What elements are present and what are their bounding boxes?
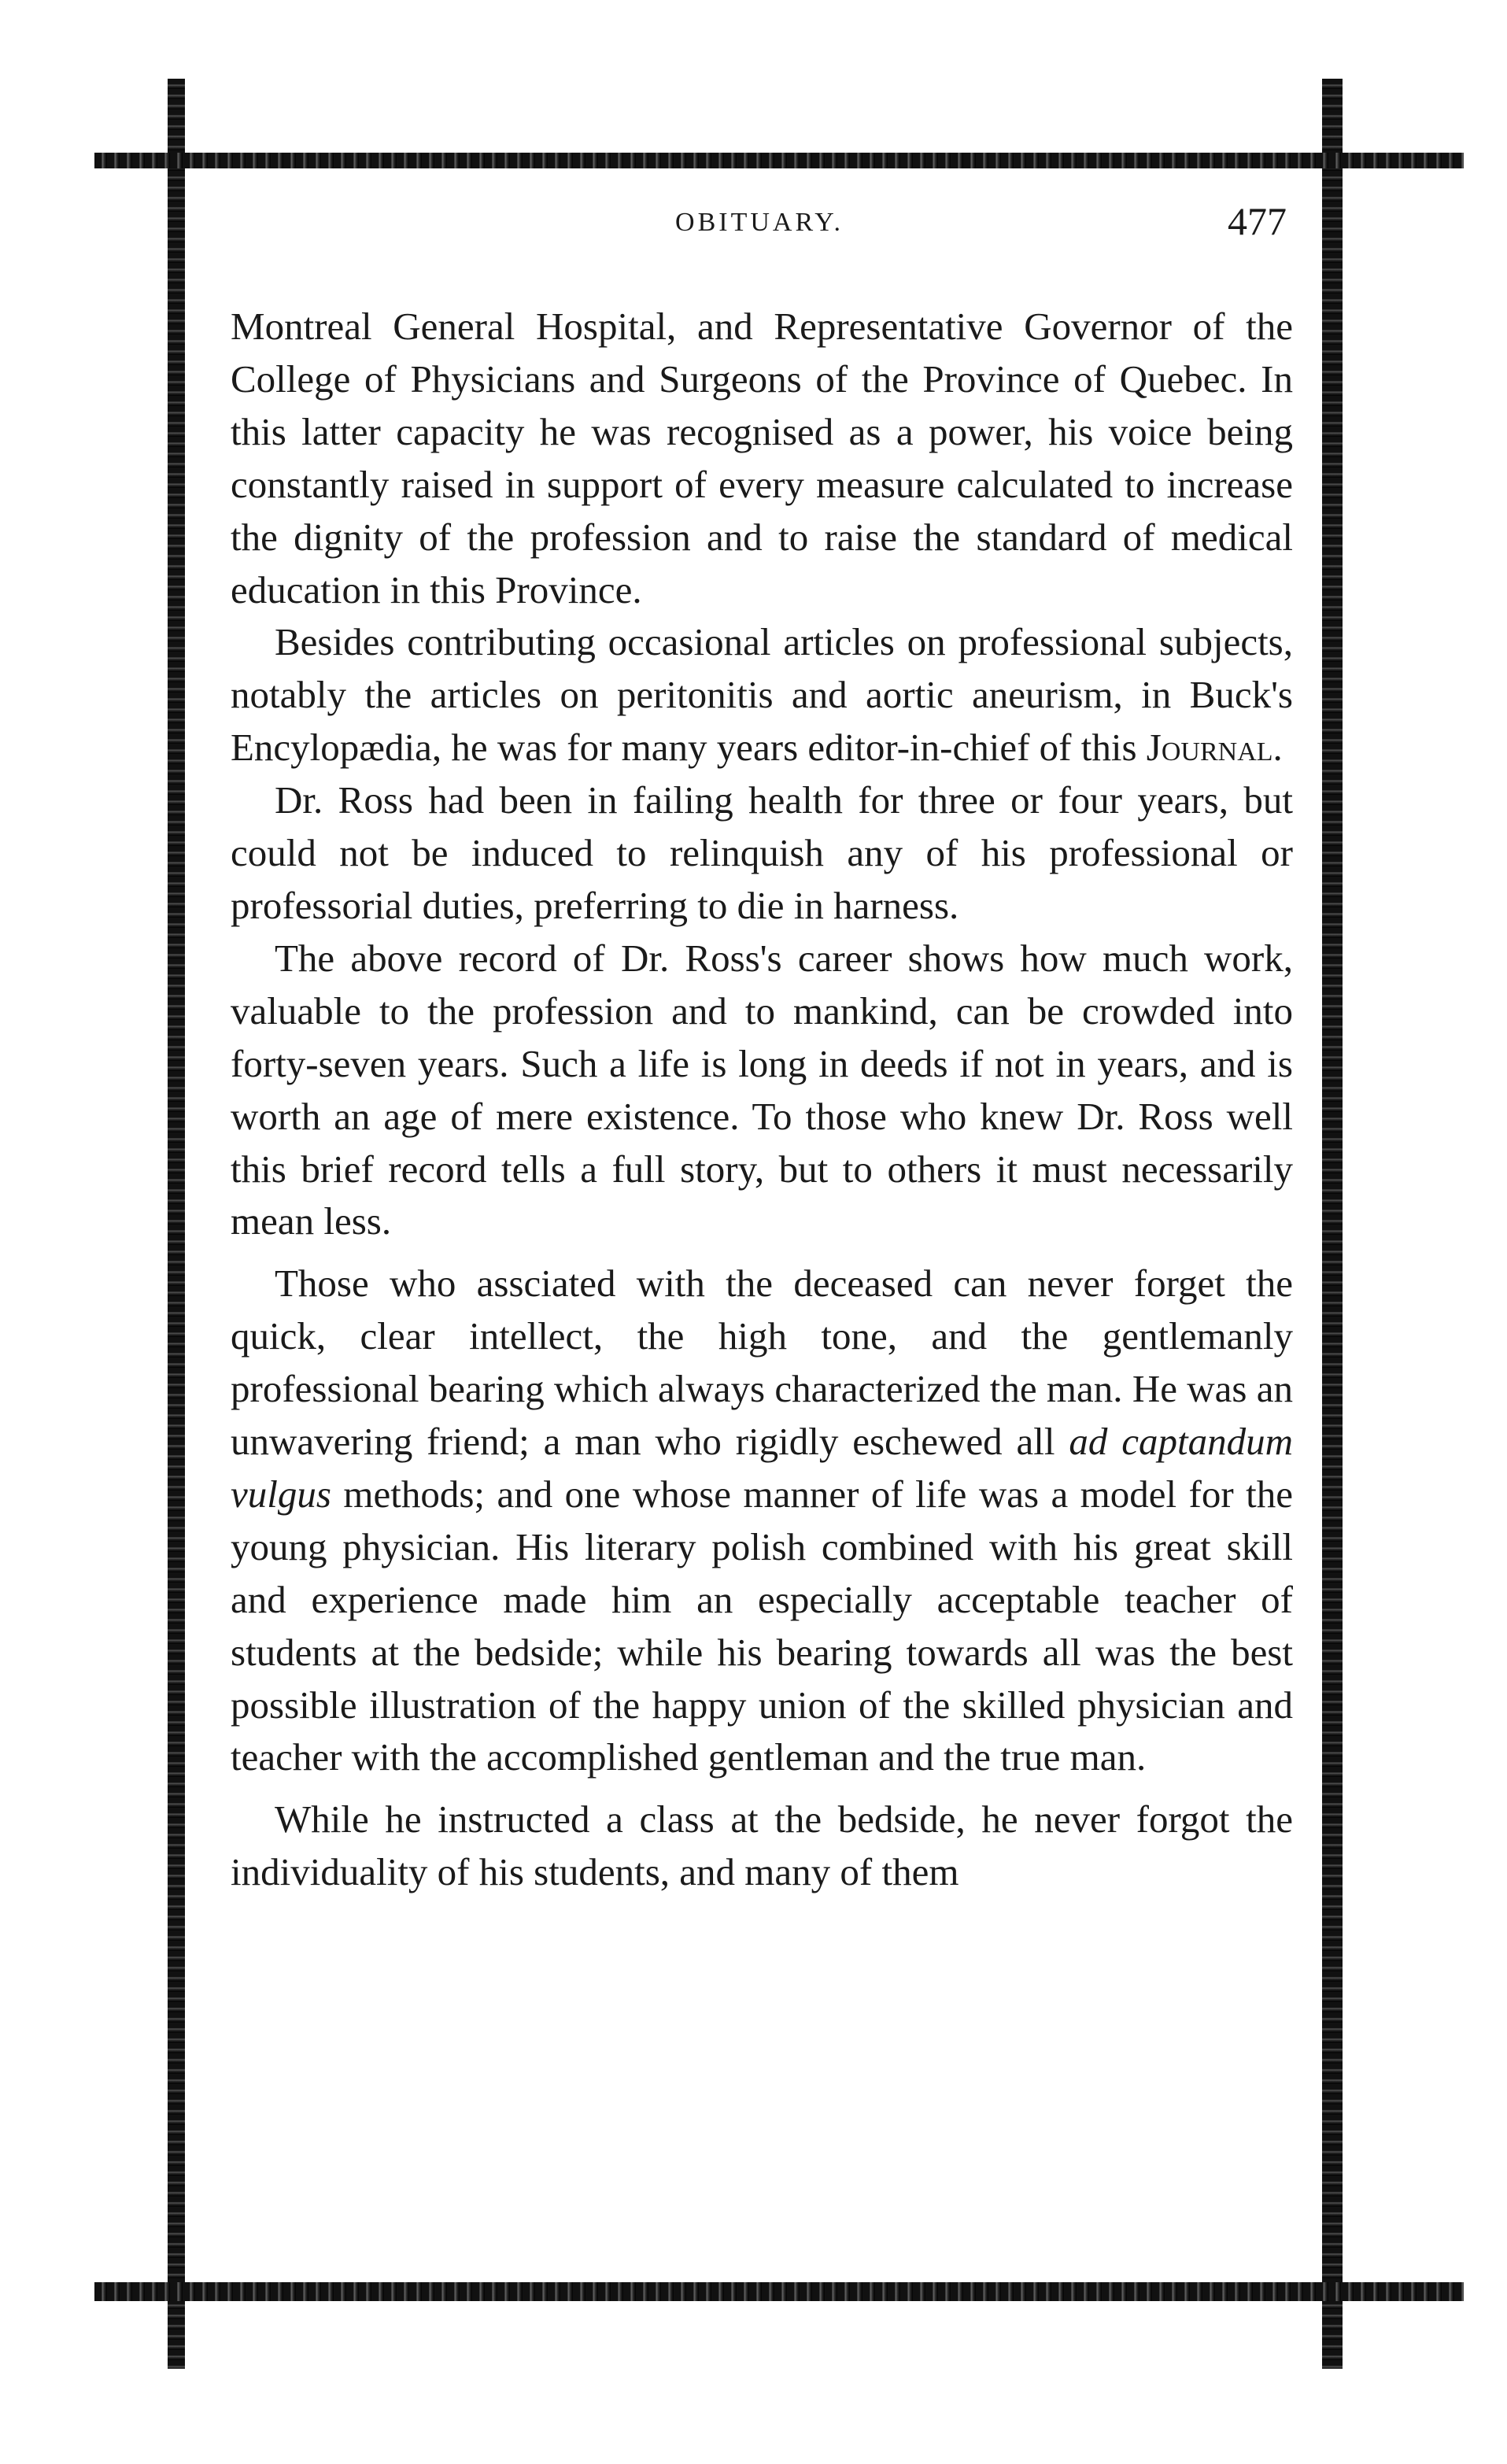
latin-phrase: ad captandum vulgus (231, 1420, 1293, 1516)
paragraph-2-text: Besides contributing occasional articles on professional subjects, notably the articles on peritonitis and aortic aneurism, in Buck's Encylopædia, he was for many years editor-in-chief of this (231, 620, 1293, 770)
paragraph-5-text: Those who assciated with the deceased can never forget the quick, clear intellect, the high tone, and the gentlemanly professional bearing which always characterized the man. He was an unwavering friend; a man who rigidly eschewed all (231, 1262, 1293, 1464)
journal-name: Journal (1146, 726, 1273, 770)
frame-left-border (168, 79, 185, 2369)
page-number: 477 (1228, 199, 1287, 243)
page-header (232, 197, 1287, 260)
frame-right-border (1322, 79, 1343, 2369)
paragraph-4: The above record of Dr. Ross's career shows how much work, valuable to the profession and to mankind, can be crowded into forty-seven years. Such a life is long in deeds if not in years, and is worth an age of mere existence. To those who knew Dr. Ross well this brief record tells a full story, but to others it must necessarily mean less. (231, 936, 1293, 1243)
paragraph-1: Montreal General Hospital, and Representative Governor of the College of Physicians and Surgeons of the Province of Quebec. In this latter capacity he was recognised as a power, his voice being constantly raised in support of every measure calculated to increase the dignity of the profession and to raise the standard of medical education in this Province. (231, 305, 1293, 611)
paragraph-6: While he instructed a class at the bedside, he never forgot the individuality of his students, and many of them (231, 1797, 1293, 1894)
running-title: OBITUARY. (675, 208, 844, 237)
paragraph-2-end: . (1272, 726, 1283, 770)
frame-bottom-border (94, 2282, 1464, 2301)
frame-top-border (94, 153, 1464, 168)
paragraph-5-end: methods; and one whose manner of life was a model for the young physician. His literary polish combined with his great skill and experience made him an especially acceptable teacher of students at the bedside; while his bearing towards all was the best possible illustration of the happy union of the skilled physician and teacher with the accomplished gentleman and the true man. (231, 1472, 1293, 1779)
paragraph-2 (231, 616, 1293, 774)
paragraph-5 (231, 1258, 1293, 1784)
page-body (231, 301, 1293, 1899)
paragraph-3: Dr. Ross had been in failing health for three or four years, but could not be induced to relinquish any of his professional or professorial duties, preferring to die in harness. (231, 778, 1293, 927)
